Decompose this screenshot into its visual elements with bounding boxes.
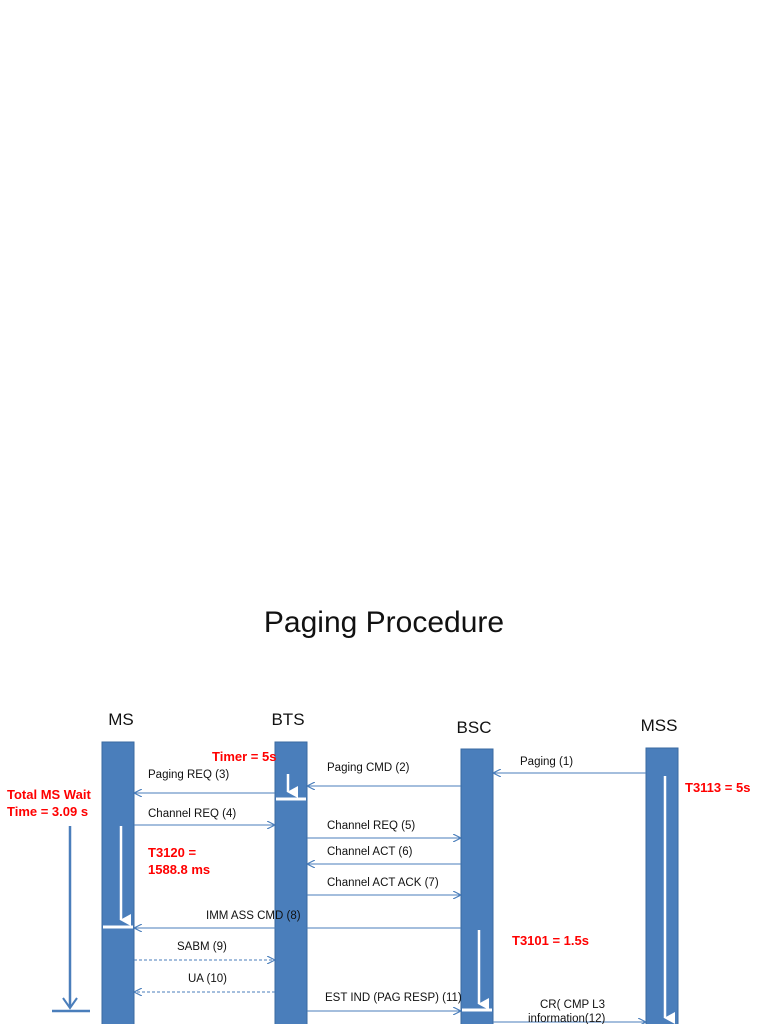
t3120-label-line2: 1588.8 ms [148,862,211,877]
lifeline-bar-bts [275,742,307,1024]
msg-label-8: IMM ASS CMD (8) [206,910,301,922]
page-title: Paging Procedure [263,606,505,639]
msg-label-12-line2: information(12) [528,1013,606,1024]
entity-label-bsc: BSC [456,718,492,737]
msg-label-2: Paging CMD (2) [327,762,410,774]
msg-label-5: Channel REQ (5) [327,820,416,832]
entity-label-bts: BTS [271,710,305,729]
t3101-label: T3101 = 1.5s [512,933,589,948]
msg-label-3: Paging REQ (3) [148,769,230,781]
msg-label-10: UA (10) [188,973,227,985]
msg-label-12-line1: CR( CMP L3 [540,999,605,1011]
total-wait-label-line1: Total MS Wait [7,787,91,802]
msg-label-6: Channel ACT (6) [327,846,413,858]
msg-label-4: Channel REQ (4) [148,808,237,820]
lifeline-bar-bsc [461,749,493,1024]
t3113-label: T3113 = 5s [685,780,751,795]
entity-label-ms: MS [108,710,134,729]
msg-label-11: EST IND (PAG RESP) (11) [325,992,462,1004]
entity-label-mss: MSS [640,716,678,735]
t3120-label-line1: T3120 = [148,845,197,860]
msg-label-1: Paging (1) [520,756,574,768]
msg-label-7: Channel ACT ACK (7) [327,877,439,889]
msg-label-9: SABM (9) [177,941,227,953]
total-wait-label-line2: Time = 3.09 s [7,804,89,819]
bts-timer-label: Timer = 5s [212,749,277,764]
lifeline-bar-ms [102,742,134,1024]
lifeline-bar-mss [646,748,678,1024]
